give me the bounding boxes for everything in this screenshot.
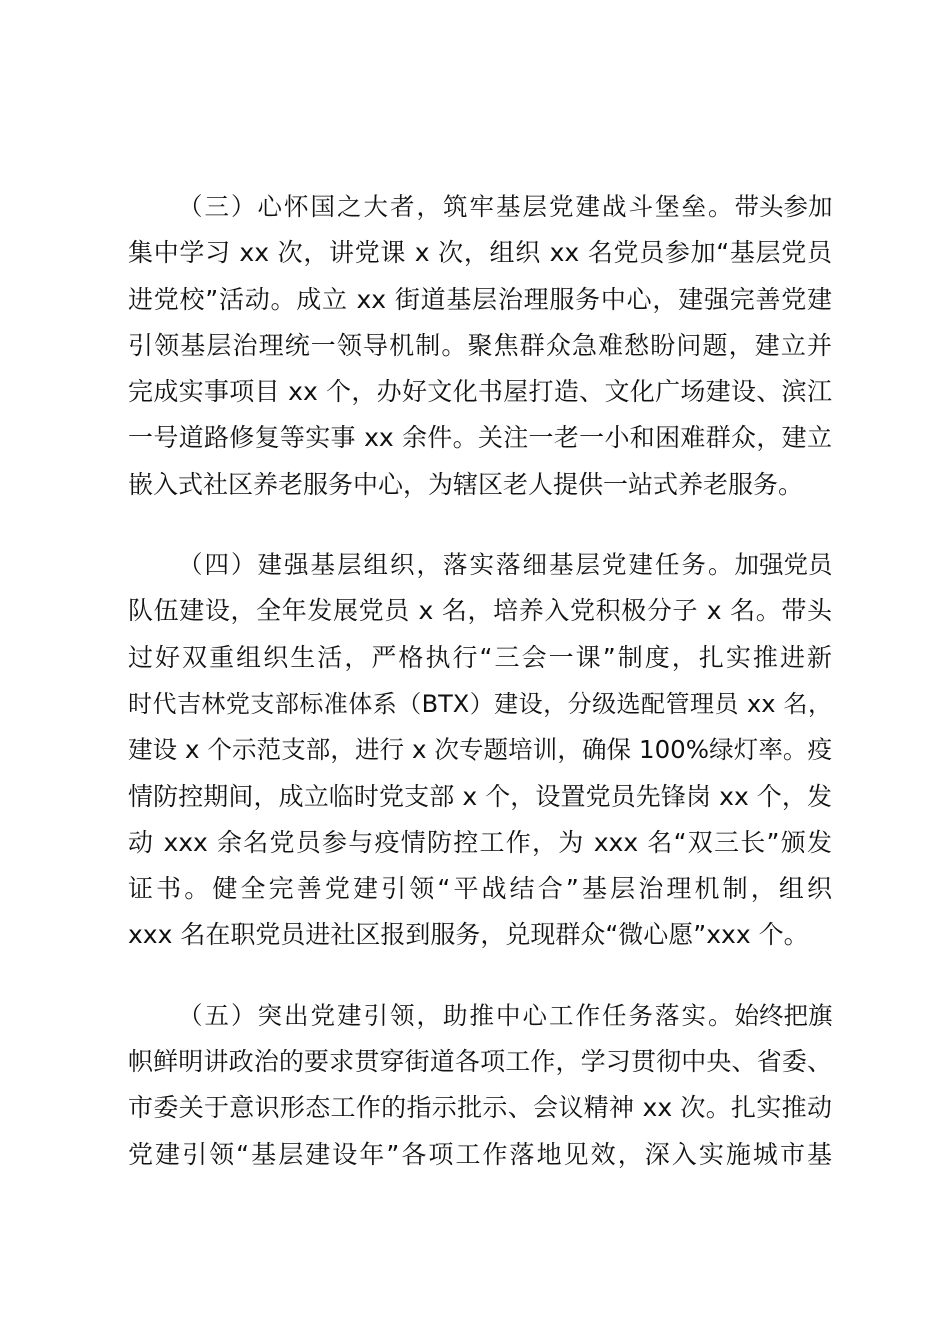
paragraph-line: 一号道路修复等实事 xx 余件。关注一老一小和困难群众，建立 xyxy=(128,423,832,453)
paragraph-line: 党建引领“基层建设年”各项工作落地见效，深入实施城市基 xyxy=(128,1139,832,1169)
paragraph-3 xyxy=(128,184,832,508)
paragraph-line: 引领基层治理统一领导机制。聚焦群众急难愁盼问题，建立并 xyxy=(128,330,832,360)
paragraph-line: 帜鲜明讲政治的要求贯穿街道各项工作，学习贯彻中央、省委、 xyxy=(128,1047,832,1077)
paragraph-line: 完成实事项目 xx 个，办好文化书屋打造、文化广场建设、滨江 xyxy=(128,377,832,407)
paragraph-first-line xyxy=(128,184,832,230)
paragraph-line: 情防控期间，成立临时党支部 x 个，设置党员先锋岗 xx 个，发 xyxy=(128,781,832,811)
paragraph-line: 市委关于意识形态工作的指示批示、会议精神 xx 次。扎实推动 xyxy=(128,1093,832,1123)
paragraph-line: 过好双重组织生活，严格执行“三会一课”制度，扎实推进新 xyxy=(128,642,832,672)
paragraph-text: 加强党员 xyxy=(734,550,833,580)
paragraph-last-line: xxx 名在职党员进社区报到服务，兑现群众“微心愿”xxx 个。 xyxy=(128,920,809,950)
paragraph-first-line xyxy=(128,993,832,1039)
document-page xyxy=(128,184,832,1178)
paragraph-5 xyxy=(128,993,832,1178)
paragraph-text: 带头参加 xyxy=(734,192,833,221)
paragraph-line: 建设 x 个示范支部，进行 x 次专题培训，确保 100%绿灯率。疫 xyxy=(128,735,832,765)
paragraph-text: 始终把旗 xyxy=(734,1000,833,1030)
paragraph-line: 时代吉林党支部标准体系（BTX）建设，分级选配管理员 xx 名， xyxy=(128,689,832,718)
paragraph-first-line xyxy=(128,542,832,588)
paragraph-line: 证书。健全完善党建引领“平战结合”基层治理机制，组织 xyxy=(128,874,832,904)
paragraph-line: 进党校”活动。成立 xx 街道基层治理服务中心，建强完善党建 xyxy=(128,284,832,314)
paragraph-line: 队伍建设，全年发展党员 x 名，培养入党积极分子 x 名。带头 xyxy=(128,596,832,626)
paragraph-heading: （四）建强基层组织，落实落细基层党建任务。 xyxy=(178,550,735,580)
paragraph-heading: （三）心怀国之大者，筑牢基层党建战斗堡垒。 xyxy=(178,192,735,221)
paragraph-line: 动 xxx 余名党员参与疫情防控工作，为 xxx 名“双三长”颁发 xyxy=(128,827,832,857)
paragraph-line: 集中学习 xx 次，讲党课 x 次，组织 xx 名党员参加“基层党员 xyxy=(128,238,832,268)
paragraph-heading: （五）突出党建引领，助推中心工作任务落实。 xyxy=(178,1000,735,1030)
paragraph-last-line: 嵌入式社区养老服务中心，为辖区老人提供一站式养老服务。 xyxy=(128,469,804,499)
paragraph-4 xyxy=(128,542,832,959)
